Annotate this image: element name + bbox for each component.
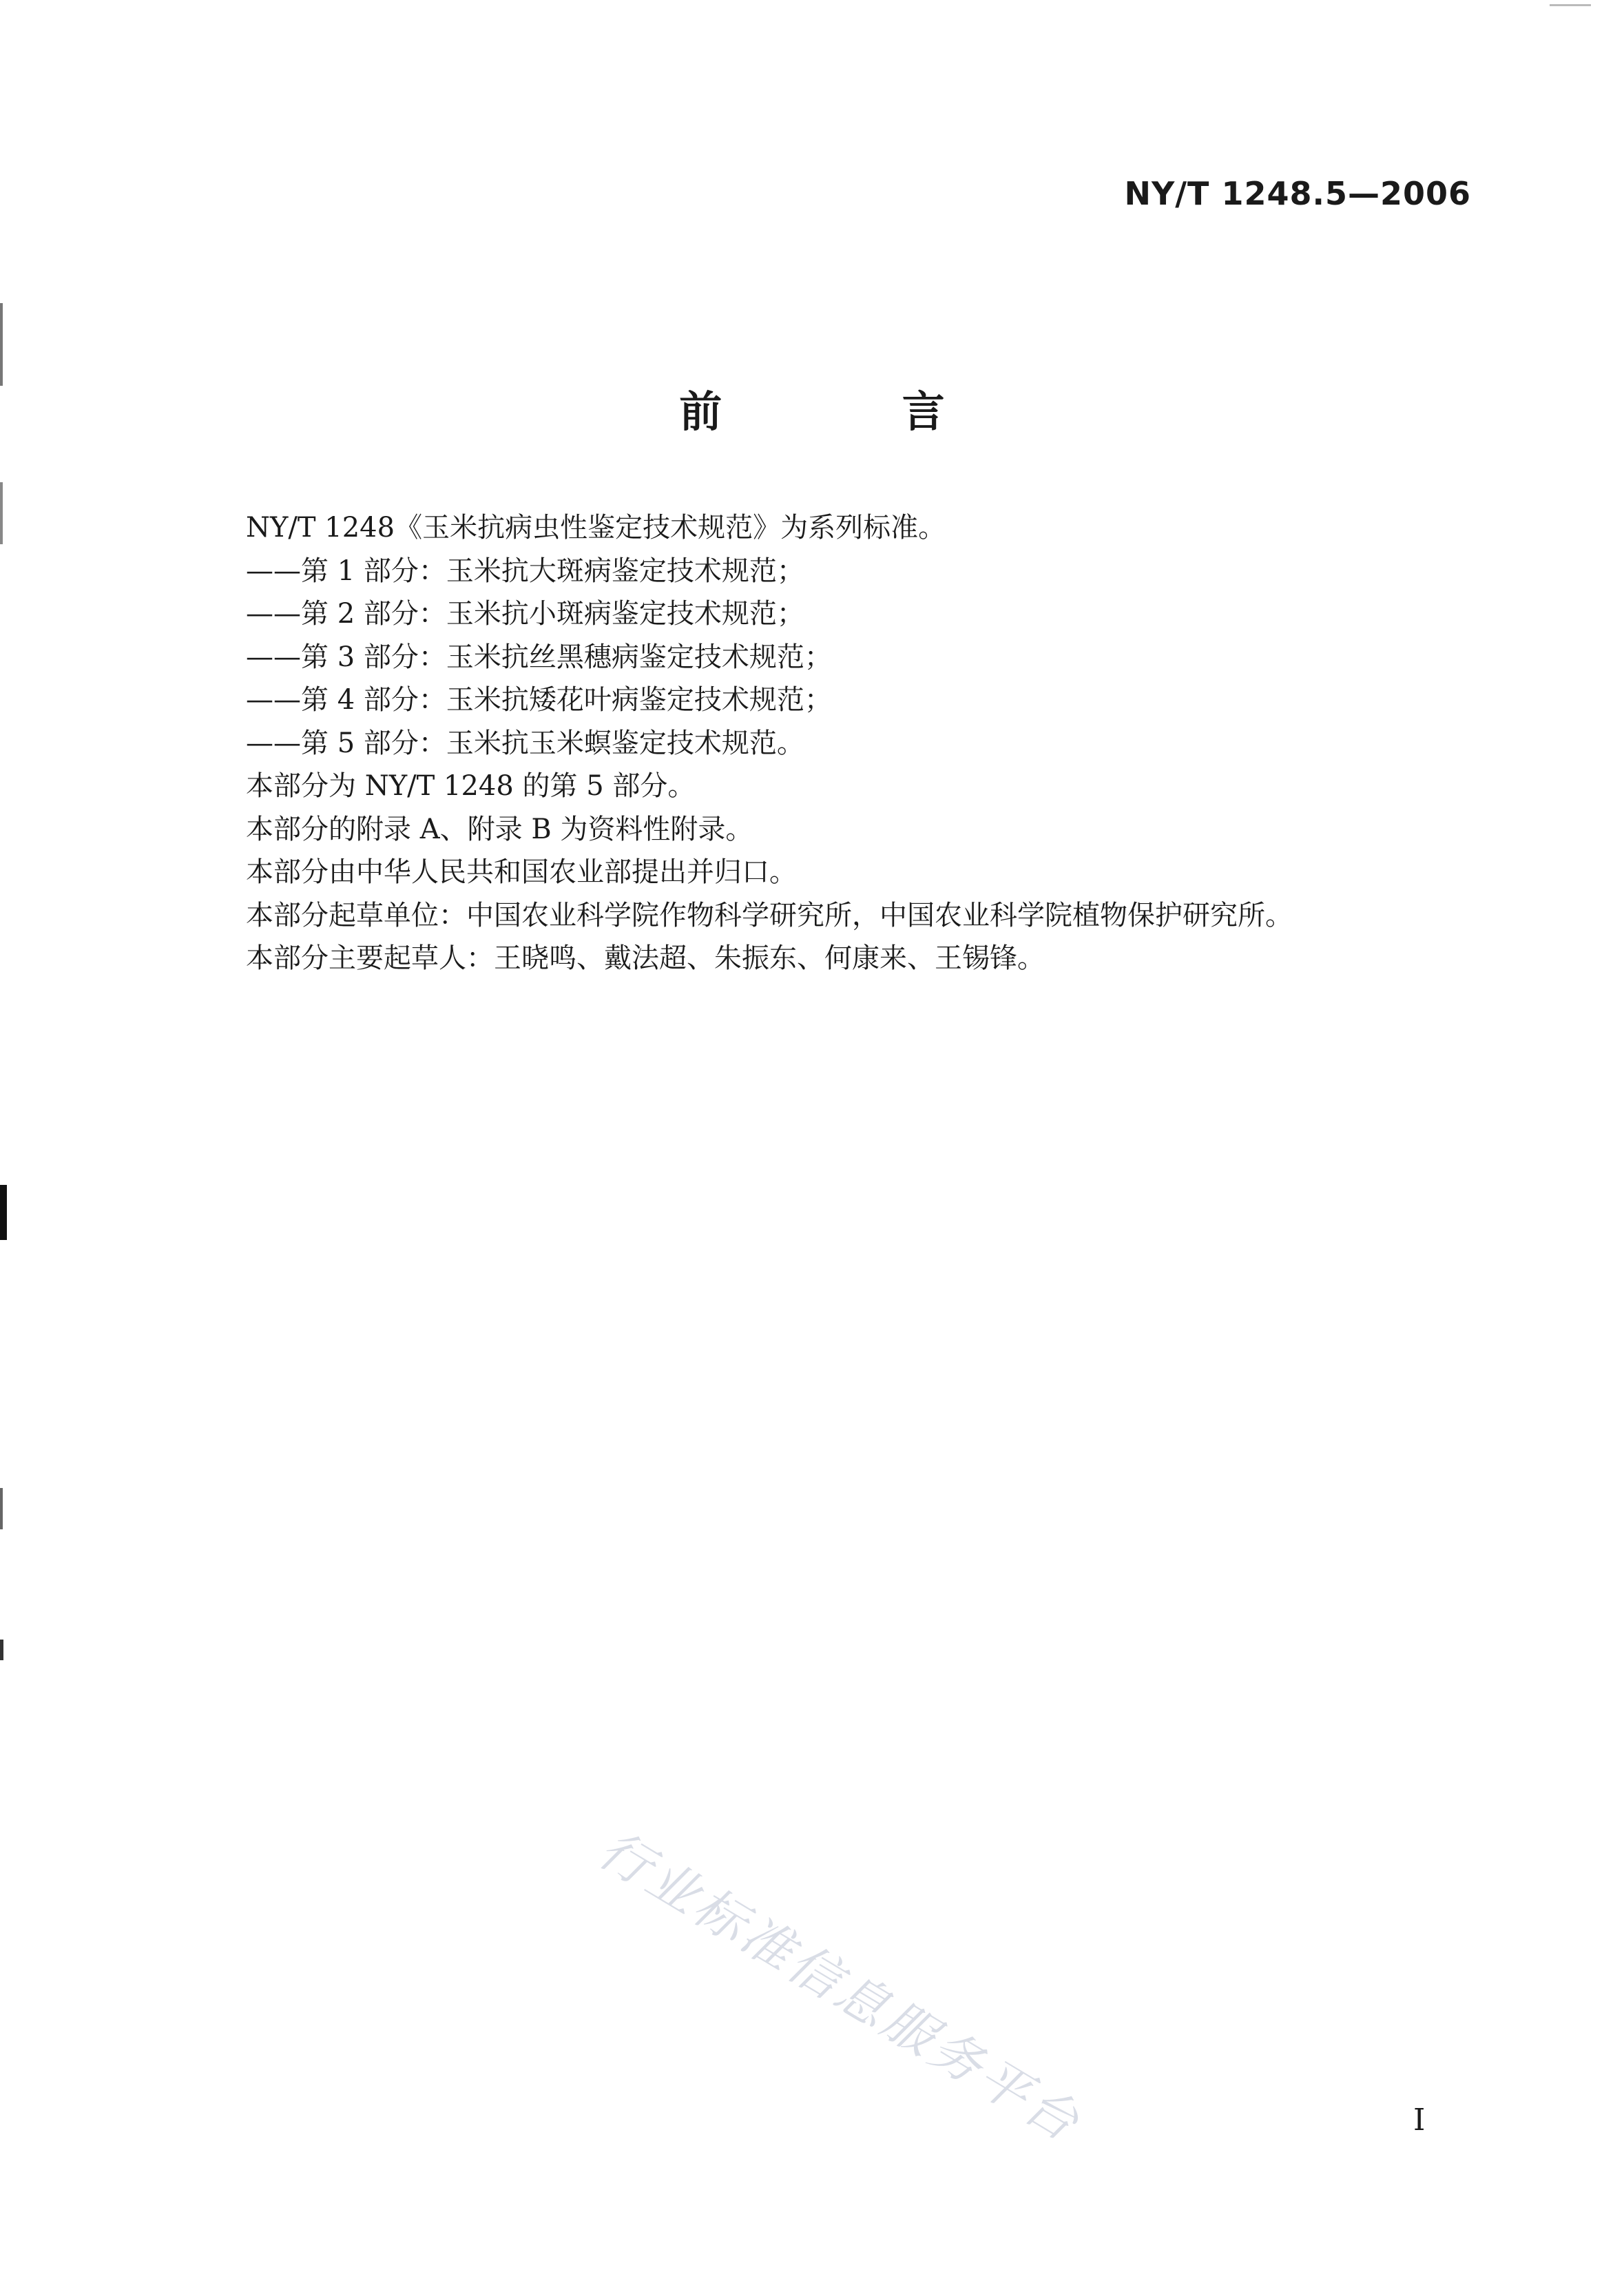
page-number: I bbox=[1413, 2102, 1426, 2138]
scan-edge-artifact bbox=[0, 1185, 7, 1240]
paragraph: NY/T 1248《玉米抗病虫性鉴定技术规范》为系列标准。 bbox=[246, 512, 946, 544]
paragraph: 本部分起草单位：中国农业科学院作物科学研究所，中国农业科学院植物保护研究所。 bbox=[246, 899, 1293, 931]
list-item: ——第 3 部分：玉米抗丝黑穗病鉴定技术规范； bbox=[246, 641, 832, 673]
list-item: ——第 1 部分：玉米抗大斑病鉴定技术规范； bbox=[246, 555, 804, 587]
paragraph: 本部分主要起草人：王晓鸣、戴法超、朱振东、何康来、王锡锋。 bbox=[246, 942, 1045, 974]
list-item: ——第 4 部分：玉米抗矮花叶病鉴定技术规范； bbox=[246, 684, 832, 716]
page-title: 前 言 bbox=[679, 386, 1028, 437]
scan-edge-artifact bbox=[0, 1488, 3, 1529]
list-item: ——第 2 部分：玉米抗小斑病鉴定技术规范； bbox=[246, 598, 804, 630]
scan-artifact bbox=[1550, 4, 1591, 6]
watermark: 行业标准信息服务平台 bbox=[588, 1819, 1092, 2155]
list-item: ——第 5 部分：玉米抗玉米螟鉴定技术规范。 bbox=[246, 727, 804, 759]
foreword-body bbox=[246, 506, 1486, 980]
paragraph: 本部分为 NY/T 1248 的第 5 部分。 bbox=[246, 770, 696, 802]
scan-edge-artifact bbox=[0, 482, 3, 544]
paragraph: 本部分的附录 A、附录 B 为资料性附录。 bbox=[246, 813, 753, 845]
scan-edge-artifact bbox=[0, 303, 3, 386]
standard-number: NY/T 1248.5—2006 bbox=[1124, 175, 1471, 212]
scan-edge-artifact bbox=[0, 1640, 3, 1660]
paragraph: 本部分由中华人民共和国农业部提出并归口。 bbox=[246, 856, 797, 888]
